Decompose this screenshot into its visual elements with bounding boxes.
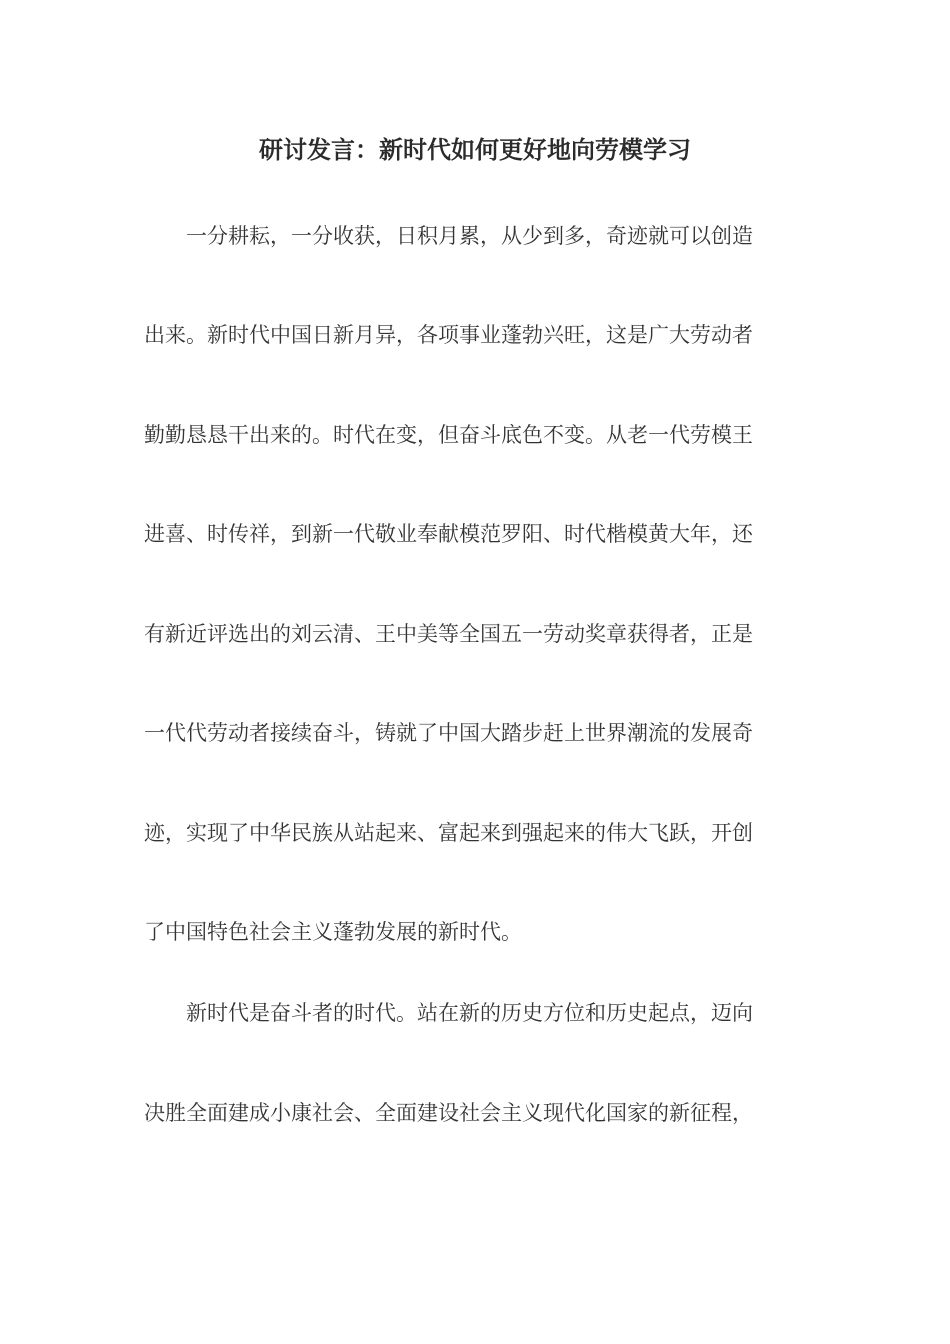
paragraph-line: 一分耕耘，一分收获，日积月累，从少到多，奇迹就可以创造 bbox=[144, 224, 753, 248]
paragraph-line: 有新近评选出的刘云清、王中美等全国五一劳动奖章获得者，正是 bbox=[144, 622, 753, 646]
paragraph-line: 新时代是奋斗者的时代。站在新的历史方位和历史起点，迈向 bbox=[144, 1001, 753, 1025]
paragraph-line: 出来。新时代中国日新月异，各项事业蓬勃兴旺，这是广大劳动者 bbox=[144, 323, 753, 347]
document-title: 研讨发言：新时代如何更好地向劳模学习 bbox=[259, 136, 691, 164]
paragraph-line: 迹，实现了中华民族从站起来、富起来到强起来的伟大飞跃，开创 bbox=[144, 821, 753, 845]
paragraph-line: 一代代劳动者接续奋斗，铸就了中国大踏步赶上世界潮流的发展奇 bbox=[144, 721, 753, 745]
paragraph-line: 了中国特色社会主义蓬勃发展的新时代。 bbox=[144, 920, 522, 944]
paragraph-line: 决胜全面建成小康社会、全面建设社会主义现代化国家的新征程， bbox=[144, 1101, 753, 1125]
paragraph-line: 勤勤恳恳干出来的。时代在变，但奋斗底色不变。从老一代劳模王 bbox=[144, 423, 753, 447]
paragraph-line: 进喜、时传祥，到新一代敬业奉献模范罗阳、时代楷模黄大年，还 bbox=[144, 522, 753, 546]
